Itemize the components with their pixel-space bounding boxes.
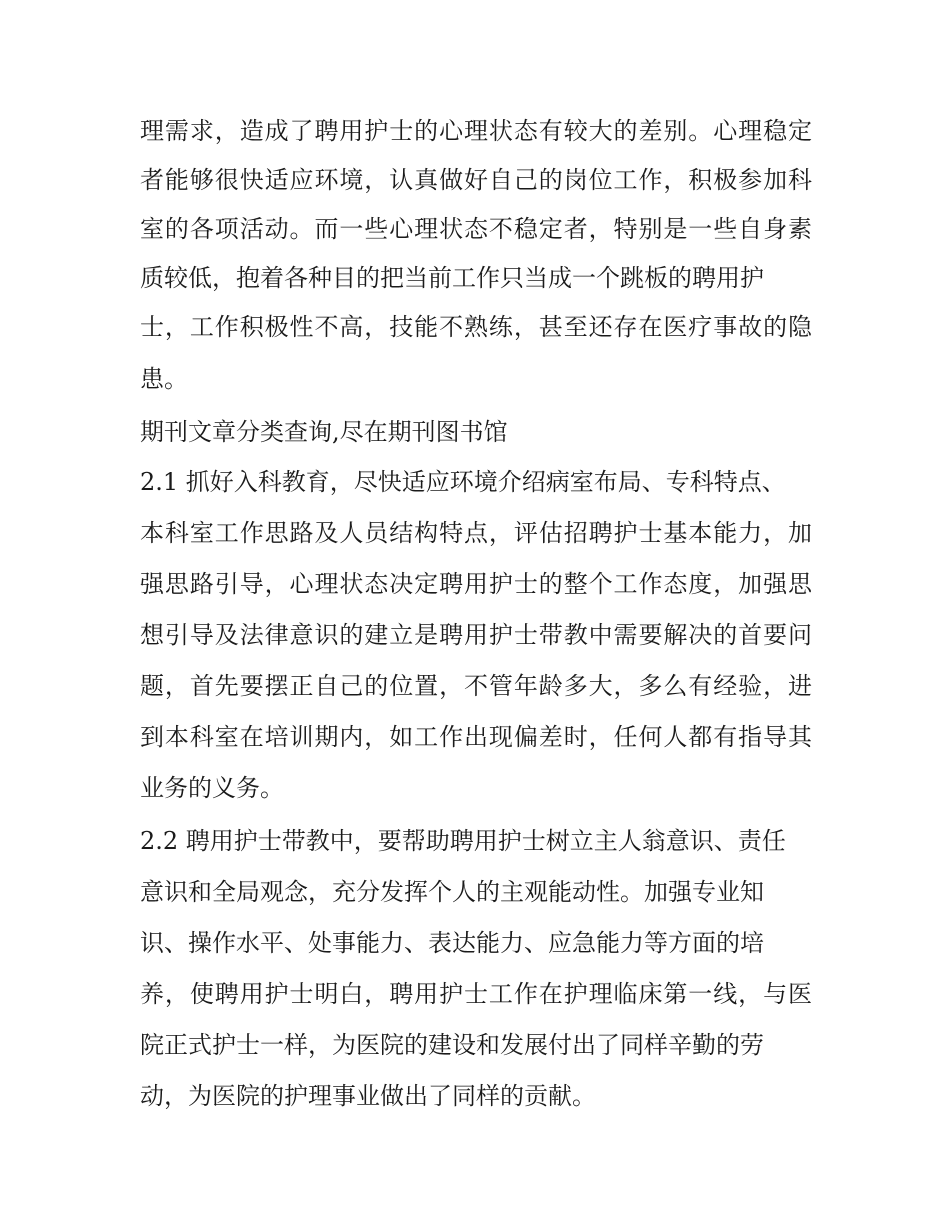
text-line: 识、操作水平、处事能力、表达能力、应急能力等方面的培 [140, 929, 764, 957]
text-line: 本科室工作思路及人员结构特点，评估招聘护士基本能力，加 [140, 519, 812, 547]
text-line: 室的各项活动。而一些心理状态不稳定者，特别是一些自身素 [140, 215, 812, 243]
text-line: 质较低，抱着各种目的把当前工作只当成一个跳板的聘用护 [140, 264, 764, 292]
text-line: 2.1 抓好入科教育，尽快适应环境介绍病室布局、专科特点、 [140, 468, 786, 496]
text-line: 到本科室在培训期内，如工作出现偏差时，任何人都有指导其 [140, 723, 812, 751]
text-line: 意识和全局观念，充分发挥个人的主观能动性。加强专业知 [140, 878, 764, 906]
section-note: 期刊文章分类查询,尽在期刊图书馆 [140, 418, 508, 446]
text-line: 患。 [140, 365, 188, 393]
text-line: 想引导及法律意识的建立是聘用护士带教中需要解决的首要问 [140, 621, 812, 649]
text-line: 动，为医院的护理事业做出了同样的贡献。 [140, 1082, 596, 1110]
text-line: 题，首先要摆正自己的位置，不管年龄多大，多么有经验，进 [140, 672, 812, 700]
text-line: 理需求，造成了聘用护士的心理状态有较大的差别。心理稳定 [140, 117, 812, 145]
text-line: 者能够很快适应环境，认真做好自己的岗位工作，积极参加科 [140, 166, 812, 194]
text-line: 院正式护士一样，为医院的建设和发展付出了同样辛勤的劳 [140, 1031, 764, 1059]
text-line: 养，使聘用护士明白，聘用护士工作在护理临床第一线，与医 [140, 980, 812, 1008]
text-line: 业务的义务。 [140, 774, 284, 802]
text-line: 2.2 聘用护士带教中，要帮助聘用护士树立主人翁意识、责任 [140, 827, 786, 855]
text-line: 士，工作积极性不高，技能不熟练，甚至还存在医疗事故的隐 [140, 313, 812, 341]
text-line: 强思路引导，心理状态决定聘用护士的整个工作态度，加强思 [140, 570, 812, 598]
